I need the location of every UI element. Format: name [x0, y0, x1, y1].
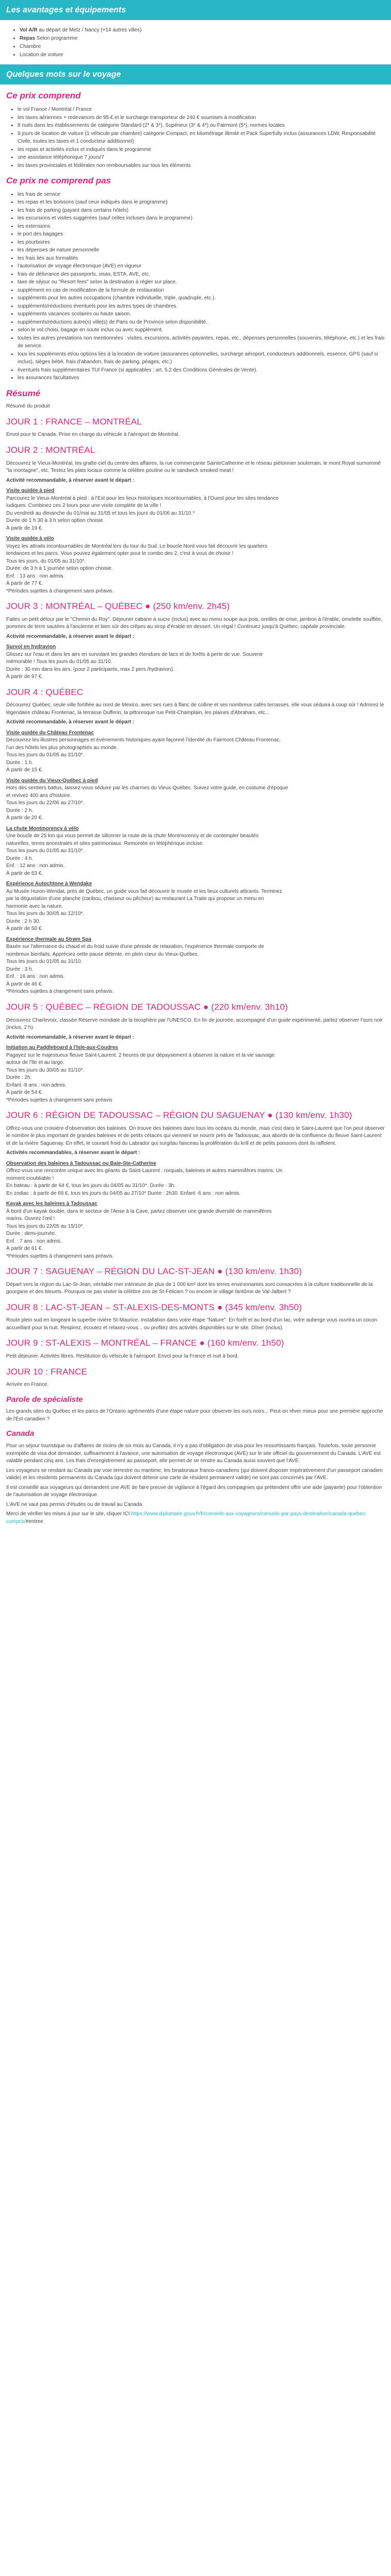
- specialiste-block: [6, 1394, 385, 1423]
- visit-line: Enf. : 16 ans : non admis.: [6, 974, 65, 980]
- activities-note: *Périodes sujettes à changement sans préavis.: [6, 989, 114, 995]
- visit-line: Durée : 4 h.: [6, 855, 34, 861]
- visit-line: Tous les jours du 30/05 au 31/10*.: [6, 1067, 85, 1073]
- day-title: JOUR 10 : FRANCE: [6, 1366, 88, 1377]
- list-item: • tous les suppléments et/ou options liés à la location de voiture (assurances optionnelles, surcharge aéroport, conducteurs additionnels, essence, GPS (sauf si inclus), sièges bébé, frais d'abandon, frais de parking, péages, etc.): [18, 350, 385, 366]
- list-item: • frais de délivrance des passeports, visas, ESTA, AVE, etc.: [18, 270, 385, 279]
- list-item: • les frais liés aux formalités: [18, 255, 385, 263]
- visit-title: Survol en hydravion: [6, 644, 56, 650]
- day-block: [6, 1109, 385, 1260]
- visit-line: À partir de 77 €.: [6, 581, 43, 587]
- day-title: JOUR 4 : QUÉBEC: [6, 687, 84, 697]
- visit-line: Parcourez le Vieux-Montréal à pied : à l'Est pour les lieux historiques incontournables, à l'Ouest pour les sites tendance: [6, 495, 279, 501]
- visit-line: marins. Ouvrez l'œil !: [6, 1216, 55, 1222]
- ne-comprend-title: Ce prix ne comprend pas: [6, 176, 111, 186]
- canada-block: [6, 1428, 385, 1526]
- avantage-text: Selon programme: [35, 36, 78, 42]
- day-title: JOUR 9 : ST-ALEXIS – MONTRÉAL – FRANCE ● (160 km/env. 1h50): [6, 1338, 284, 1348]
- visit-line: Tous les jours du 22/06 au 27/10*.: [6, 800, 85, 806]
- list-item: • 9 jours de location de voiture (1 véhicule par chambre) catégorie Compact, en kilométrage illimité et Pack Superfully inclus (assurances LDW, Responsabilité Civile, toutes les taxes et 1 conducteur additionnel): [18, 130, 385, 146]
- list-item: • les assurances facultatives: [18, 374, 385, 382]
- day-paragraph: Découvrez Charlevoix, classée Réserve mondiale de la biosphère par l'UNESCO. En fin de journée, accompagné d'un guide expérimenté, partez observer l'ours noir (inclus, 2 h).: [6, 1017, 383, 1030]
- visit-block: [6, 487, 385, 532]
- visit-block: [6, 825, 385, 878]
- canada-footer: [6, 1511, 385, 1526]
- visit-block: [6, 730, 385, 774]
- avantage-item: [20, 35, 385, 43]
- visit-line: Tous les jours du 22/05 au 15/10*.: [6, 1223, 85, 1229]
- visit-line: Durée : 3 h.: [6, 966, 34, 972]
- visit-line: Durée : 2 h 30.: [6, 918, 41, 924]
- activities-title: Activités recommandables, à réserver avant le départ :: [6, 1150, 140, 1156]
- activities-note: *Périodes sujettes à changement sans préavis.: [6, 1253, 114, 1259]
- day-paragraph: Découvrez Québec, seule ville fortifiée au nord de Mexico, avec ses rues à flanc de colline et ses nombreux cafés terrasses, elle vous séduira à coup sûr ! Admirez le légendaire château Frontenac, la terrasse Dufferin, la pittoresque rue Petit-Champlain, les plaines d'Abraham, etc...: [6, 702, 384, 716]
- canada-paragraph: L'AVE ne vaut pas permis d'études ou de travail au Canada.: [6, 1501, 144, 1507]
- visit-line: Voyez les attraits incontournables de Montréal lors du tour du Sud. Le boucle Nord vous fait découvrir les quartiers: [6, 543, 268, 549]
- activities-title: Activité recommandable, à réserver avant le départ :: [6, 719, 135, 725]
- canada-paragraph: Les voyageurs se rendant au Canada par voie terrestre ou maritime, les binationaux franco-canadiens (qui doivent disposer impérativement d'un passeport canadien valide) et les résidents permanents du Canada (qui doivent détenir une carte de résident permanent valide) ne sont pas concernés par l'AVE.: [6, 1467, 383, 1481]
- visit-line: Tous les jours, du 01/05 au 31/10*.: [6, 558, 86, 564]
- list-item: • le port des bagages: [18, 230, 385, 239]
- visit-block: [6, 880, 385, 933]
- list-item: • les taxes aériennes + redevances de 95 € et le surcharge transporteur de 240 € soumises à modification: [18, 114, 385, 122]
- visit-title: Visite guidée à pied: [6, 488, 55, 494]
- avantage-bold: Repas: [20, 36, 36, 42]
- visit-title: Kayak avec les baleines à Tadoussac: [6, 1201, 97, 1207]
- visit-block: [6, 1160, 385, 1198]
- day-block: [6, 600, 385, 681]
- visit-title: Expérience Autochtone à Wendake: [6, 881, 92, 887]
- ne-comprend-list: [6, 191, 385, 382]
- list-item: • les taxes provinciales et fédérales non remboursables sur tous les éléments: [18, 162, 385, 170]
- canada-footer-link[interactable]: https://www.diplomatie.gouv.fr/fr/conseils-aux-voyageurs/conseils-par-pays-destination/canada-quebec-compris/: [6, 1511, 367, 1524]
- list-item: • taxe de séjour ou "Resort fees" selon la destination à régler sur place.: [18, 278, 385, 286]
- visit-line: Tous les jours du 01/05 au 31/10*.: [6, 752, 85, 758]
- visit-block: [6, 936, 385, 989]
- quelques-mots-banner: Quelques mots sur le voyage: [0, 64, 391, 84]
- specialiste-title: Parole de spécialiste: [6, 1395, 83, 1404]
- visit-line: Durée : 2h.: [6, 1075, 32, 1080]
- visit-line: Tous les jours du 30/05 au 12/10*.: [6, 911, 85, 917]
- avantage-text: Location de voiture: [20, 52, 63, 58]
- avantage-bold: Vol A/R: [20, 27, 38, 33]
- avantage-item: [20, 26, 385, 35]
- visit-line: Offrez-vous une rencontre unique avec les géants du Saint-Laurent : rorquals, baleines et autres mammifères marins. Un: [6, 1168, 283, 1174]
- visit-line: À partir de 54 €.: [6, 1090, 43, 1095]
- canada-paragraph: Pour un séjour touristique ou d'affaires de moins de six mois au Canada, il n'y a pas d'obligation de visa pour les ressortissants français. Toutefois, toute personne exemptée de visa doit demander, suffisamment à l'avance, une autorisation de voyage électronique (AVE) sur le site officiel du gouvernement du Canada. L'AVE est valable pendant cinq ans. Les frais d'enregistrement au passeport, elle permet de se rendre au Canada aussi souvent que l'AVE.: [6, 1443, 381, 1464]
- list-item: • toutes les autres prestations non mentionnées : visites, excursions, activités payantes, repas, etc., dépenses personnelles (souvenirs, téléphone, etc.) et les frais de service.: [18, 334, 385, 350]
- list-item: • l'autorisation de voyage électronique (AVE) en vigueur: [18, 262, 385, 270]
- visit-line: Enf. : 13 ans : non admis.: [6, 573, 65, 579]
- visit-line: À partir de 19 €.: [6, 525, 43, 531]
- visit-title: Visite guidée à vélo: [6, 536, 54, 542]
- list-item: • les dépenses de nature personnelle: [18, 246, 385, 255]
- list-item: • les extensions: [18, 223, 385, 231]
- canada-footer-prefix: Merci de vérifier les mises à jour sur le site, cliquer ICI: [6, 1511, 132, 1517]
- day-block: [6, 1265, 385, 1296]
- list-item: • les frais de service: [18, 191, 385, 199]
- visit-line: naturelles, terres ancestrales et sites patrimoniaux. Remontée en téléphérique incluse.: [6, 840, 204, 846]
- visit-line: Au Musée Huron-Wendat, près de Québec, un guide vous fait découvrir le musée et les lieux culturels attirants. Terminez: [6, 888, 282, 894]
- day-block: [6, 1001, 385, 1104]
- visit-line: Glissez sur l'eau et dans les airs en survolant les grandes étendues de lacs et de forêts à perte de vue. Souvenir: [6, 651, 263, 657]
- visit-block: [6, 1044, 385, 1097]
- avantages-banner: Les avantages et équipements: [0, 0, 391, 20]
- visit-line: Durée: de 3 h à 1 journée selon option choisie.: [6, 566, 113, 572]
- itinerary-days: [6, 416, 385, 1389]
- visit-line: Enf. : 7 ans : non admis.: [6, 1238, 62, 1244]
- day-paragraph: Faites un petit détour par le "Chemin du Roy". Déjeuner cabane à sucre (inclus) avec au menu soupe aux pois, oreilles de crise, jambon à l'érable, omelette soufflée, pommes de terre sautées à l'ancienne et bien sûr des crêpes au sirop d'érable en dessert. Un régal ! Continuez jusqu'à Québec, capitale provinciale.: [6, 616, 383, 630]
- visit-line: Pagayez sur le majestueux fleuve Saint-Laurent. 2 heures de pur dépaysement à observer la nature et la vie sauvage: [6, 1052, 275, 1058]
- visit-line: moment inoubliable !: [6, 1175, 54, 1181]
- visit-line: Du vendredi au dimanche du 01/mai au 31/05 et tous les jours du 01/06 au 31/10.*: [6, 510, 195, 516]
- content-section: [0, 90, 391, 1526]
- day-title: JOUR 2 : MONTRÉAL: [6, 445, 95, 455]
- resume-block: [6, 387, 385, 411]
- visit-line: Durée : 30 min dans les airs. (pour 2 participants, max 2 pers./hydravion).: [6, 666, 174, 672]
- list-item: • les frais de parking (payant dans certains hôtels): [18, 207, 385, 215]
- list-item: • les pourboires: [18, 239, 385, 247]
- visit-line: À partir de 46 €.: [6, 981, 43, 987]
- visit-line: Enf. : 12 ans : non admis.: [6, 863, 65, 869]
- visit-line: Tous les jours du 01/05 au 31/10*.: [6, 848, 85, 854]
- day-title: JOUR 5 : QUÉBEC – RÉGION DE TADOUSSAC ● (220 km/env. 3h10): [6, 1002, 288, 1012]
- avantage-text: Chambre: [20, 44, 41, 50]
- canada-footer-suffix: #entree: [25, 1518, 43, 1524]
- day-block: [6, 416, 385, 439]
- visit-title: Expérience thermale au Strøm Spa: [6, 936, 92, 942]
- visit-line: ludiques. Combinez ces 2 tours pour une visite complète de la ville !: [6, 503, 161, 509]
- visit-block: [6, 643, 385, 681]
- ne-comprend-block: [6, 175, 385, 382]
- day-block: [6, 444, 385, 595]
- list-item: • éventuels frais supplémentaires TUI France (si applicables : art. 5.2 des Conditions Générales de Vente).: [18, 366, 385, 375]
- visit-line: À partir de 97 €.: [6, 674, 43, 680]
- visit-line: autour de l'île et au large.: [6, 1060, 64, 1065]
- canada-paragraphs: [6, 1443, 385, 1509]
- day-paragraph: Découvrez le Vieux-Montréal, les gratte-ciel du centre des affaires, la rue commerçante SainteCatherine et le réseau piétonnier souterrain, le mont Royal surnommé "la montagne", etc. Testez les plats locaux comme la célèbre poutine ou le sandwich smoked meat !: [6, 460, 381, 474]
- visit-line: tendances et les parcs. Vous pouvez également opter pour le combo des 2, c'est à vous de choisir !: [6, 551, 234, 557]
- avantages-list: [10, 26, 385, 59]
- visit-line: À partir de 61 €.: [6, 1246, 43, 1252]
- day-paragraph: Départ vers la région du Lac-St-Jean, véritable mer intérieure de plus de 1 000 km² dont les terres environnantes sont consacrées à la culture traditionnelle de la gourgane et des bleuets. Pourquoi ne pas visiter la célèbre zoo de St-Félicien ? ou encore le village fantôme de Val-Jalbert ?: [6, 1281, 373, 1295]
- visit-line: par la dégustation d'une planche (caribou, chasseur ou pêcheur) au restaurant La Traite qui propose un menu en: [6, 896, 264, 902]
- visit-line: À partir de 15 €.: [6, 767, 43, 773]
- list-item: • suppléments pour les autres occupations (chambre individuelle, triple, quadruple, etc.).: [18, 294, 385, 302]
- visit-block: [6, 1200, 385, 1253]
- day-title: JOUR 1 : FRANCE – MONTRÉAL: [6, 416, 142, 427]
- visit-title: Initiation au Paddleboard à l'Isle-aux-Coudres: [6, 1045, 118, 1050]
- visit-line: et revivez 400 ans d'histoire.: [6, 792, 72, 799]
- visit-line: En bateau : à partir de 64 €, tous les jours du 04/05 au 31/10*. Durée : 3h.: [6, 1183, 175, 1189]
- list-item: • suppléments/réductions autre(s) ville(s) de Paris ou de Province selon disponibilité.: [18, 318, 385, 327]
- visit-line: Enfant -8 ans : non admis.: [6, 1082, 67, 1088]
- visit-line: Durée de 1 h 30 à 3 h selon option choisie.: [6, 518, 105, 524]
- day-block: [6, 1366, 385, 1389]
- avantage-item: [20, 51, 385, 59]
- visit-title: La chute Montmorency à vélo: [6, 825, 79, 832]
- comprend-list: [6, 106, 385, 170]
- list-item: • selon le vol choisi, bagage en soute inclus ou avec supplément.: [18, 326, 385, 334]
- canada-title: Canada: [6, 1429, 35, 1438]
- list-item: • une assistance téléphonique 7 jours/7: [18, 154, 385, 162]
- avantages-list-section: [0, 20, 391, 64]
- day-title: JOUR 8 : LAC-ST-JEAN – ST-ALEXIS-DES-MONTS ● (345 km/env. 3h50): [6, 1302, 302, 1312]
- resume-title: Résumé: [6, 388, 41, 398]
- list-item: • suppléments/réductions éventuels pour les autres types de chambres.: [18, 302, 385, 311]
- visit-line: À partir de 63 €.: [6, 870, 43, 876]
- resume-text: Résumé du produit: [6, 403, 50, 410]
- visit-line: À partir de 20 €.: [6, 815, 43, 821]
- day-title: JOUR 3 : MONTRÉAL – QUÉBEC ● (250 km/env. 2h45): [6, 601, 230, 612]
- visit-line: l'un des hôtels les plus photographiés au monde.: [6, 744, 118, 751]
- list-item: • suppléments vacances scolaires ou haute saison.: [18, 310, 385, 318]
- visit-title: Observation des baleines à Tadoussac ou Baie-Ste-Catherine: [6, 1160, 157, 1166]
- visit-line: En zodiac : à partir de 69 €, tous les jours du 04/05 au 27/10* Durée : 2h30. Enfant -6 ans : non admis.: [6, 1190, 241, 1196]
- avantage-text: au départ de Metz / Nancy (+14 autres villes): [37, 27, 142, 33]
- day-paragraph: Offrez-vous une croisière d'observation des baleines. On trouve des baleines dans tous les océans du monde, mais c'est dans le Saint-Laurent que l'on peut observer le nombre le plus important de grandes baleines et de petits cétacés qui viennent se nourrir près de Tadoussac, aux abords de la confluence du fleuve Saint-Laurent et de la rivière Saguenay. En effet, le courant froid du Labrador qui surgitau faisceau la prolifération du krill et de petits poissons dont ils raffolent.: [6, 1125, 385, 1146]
- list-item: • 8 nuits dans les établissements de catégorie Standard (2* & 3*), Supérieur (3* & 4*) ou Fairmont (5*), normes locales: [18, 122, 385, 130]
- visit-title: Visite guidée du Château Frontenac: [6, 730, 94, 736]
- visit-line: mémorable ! Tous les jours du 01/05 au 31/10.: [6, 659, 112, 665]
- activities-title: Activité recommandable, à réserver avant le départ :: [6, 477, 135, 483]
- visit-line: À bord d'un kayak double, dans le secteur de l'Anse à la Cave, partez observer une grande diversité de mammifères: [6, 1208, 272, 1214]
- avantage-item: [20, 43, 385, 51]
- visit-line: À partir de 50 €.: [6, 926, 43, 932]
- day-block: [6, 1337, 385, 1360]
- list-item: • les repas et activités inclus et indiqués dans le programme: [18, 146, 385, 154]
- canada-paragraph: Il est conseillé aux voyageurs qui demandent une AVE de faire preuve de vigilance à l'égard des compagnies qui prétendent offrir une aide (payante) pour l'obtention de l'autorisation de voyage électronique.: [6, 1484, 382, 1498]
- activities-title: Activité recommandable, à réserver avant le départ :: [6, 633, 135, 639]
- day-paragraph: Arrivée en France.: [6, 1382, 49, 1388]
- visit-block: [6, 535, 385, 588]
- day-paragraph: Envol pour le Canada. Prise en charge du véhicule à l'aéroport de Montréal.: [6, 432, 180, 438]
- day-paragraph: Petit déjeuner. Activités libres. Restitution du véhicule à l'aéroport. Envol pour la France et nuit à bord.: [6, 1353, 239, 1360]
- comprend-block: [6, 90, 385, 170]
- activities-note: *Périodes sujettes à changement sans préavis: [6, 1097, 112, 1103]
- visit-line: Durée : 1 h.: [6, 759, 34, 766]
- visit-line: nombreux bienfaits. Appréciez cette pause détente, en plein cœur du Vieux-Québec.: [6, 951, 199, 957]
- visit-line: Découvrez les illustres personnages et événements historiques ayant façonné l'identité du Fairmont Château Frontenac,: [6, 737, 281, 743]
- visit-line: Hors des sentiers battus, laissez-vous séduire par les charmes du Vieux-Québec. Suivez votre guide, en costume d'époque: [6, 785, 288, 791]
- visit-block: [6, 777, 385, 822]
- comprend-title: Ce prix comprend: [6, 91, 81, 101]
- activities-title: Activité recommandable, à réserver avant le départ :: [6, 1034, 135, 1040]
- list-item: • supplément en cas de modification de la formule de restauration: [18, 286, 385, 295]
- visit-title: Visite guidée du Vieux-Québec à pied: [6, 777, 98, 784]
- day-paragraph: Route plein sud en longeant la superbe rivière St-Maurice. Installation dans votre étape "Nature". En forêt et au bord d'un lac, votre auberge vous ouvrira un cocon accueillant pour la nuit. Respirez, écoutez et relaxez-vous... ou profitez des activités disponibles sur le site. Dîner (inclus).: [6, 1317, 377, 1331]
- day-block: [6, 1301, 385, 1332]
- visit-line: Durée : 2 h.: [6, 807, 34, 814]
- visit-line: Tous les jours du 01/05 au 31/10.: [6, 959, 83, 965]
- list-item: • les repas et les boissons (sauf ceux indiqués dans le programme): [18, 198, 385, 207]
- visit-line: harmonie avec la nature.: [6, 903, 63, 909]
- visit-line: Une boucle de 25 km qui vous permet de sillonner la route de la chute Montmorency et de contempler beautés: [6, 833, 259, 839]
- list-item: • le vol France / Montréal / France: [18, 106, 385, 114]
- visit-line: Durée : demi-journée.: [6, 1231, 56, 1237]
- day-title: JOUR 7 : SAGUENAY – RÉGION DU LAC-ST-JEAN ● (130 km/env. 1h30): [6, 1266, 302, 1277]
- specialiste-text: Les grands sites du Québec et les parcs de l'Ontario agrémentés d'une étape nature pour observer les ours noirs... Peut-on rêver mieux pour une première approche de l'Est canadien ?: [6, 1409, 383, 1422]
- day-block: [6, 686, 385, 996]
- day-title: JOUR 6 : RÉGION DE TADOUSSAC – RÉGION DU SAGUENAY ● (130 km/env. 1h30): [6, 1110, 352, 1120]
- list-item: • les excursions et visites suggérées (sauf celles incluses dans le programme): [18, 214, 385, 223]
- activities-note: *Périodes sujettes à changement sans préavis.: [6, 588, 114, 594]
- visit-line: Basée sur l'alternance du chaud et du froid suivie d'une période de relaxation, l'expérience thermale comporte de: [6, 944, 264, 950]
